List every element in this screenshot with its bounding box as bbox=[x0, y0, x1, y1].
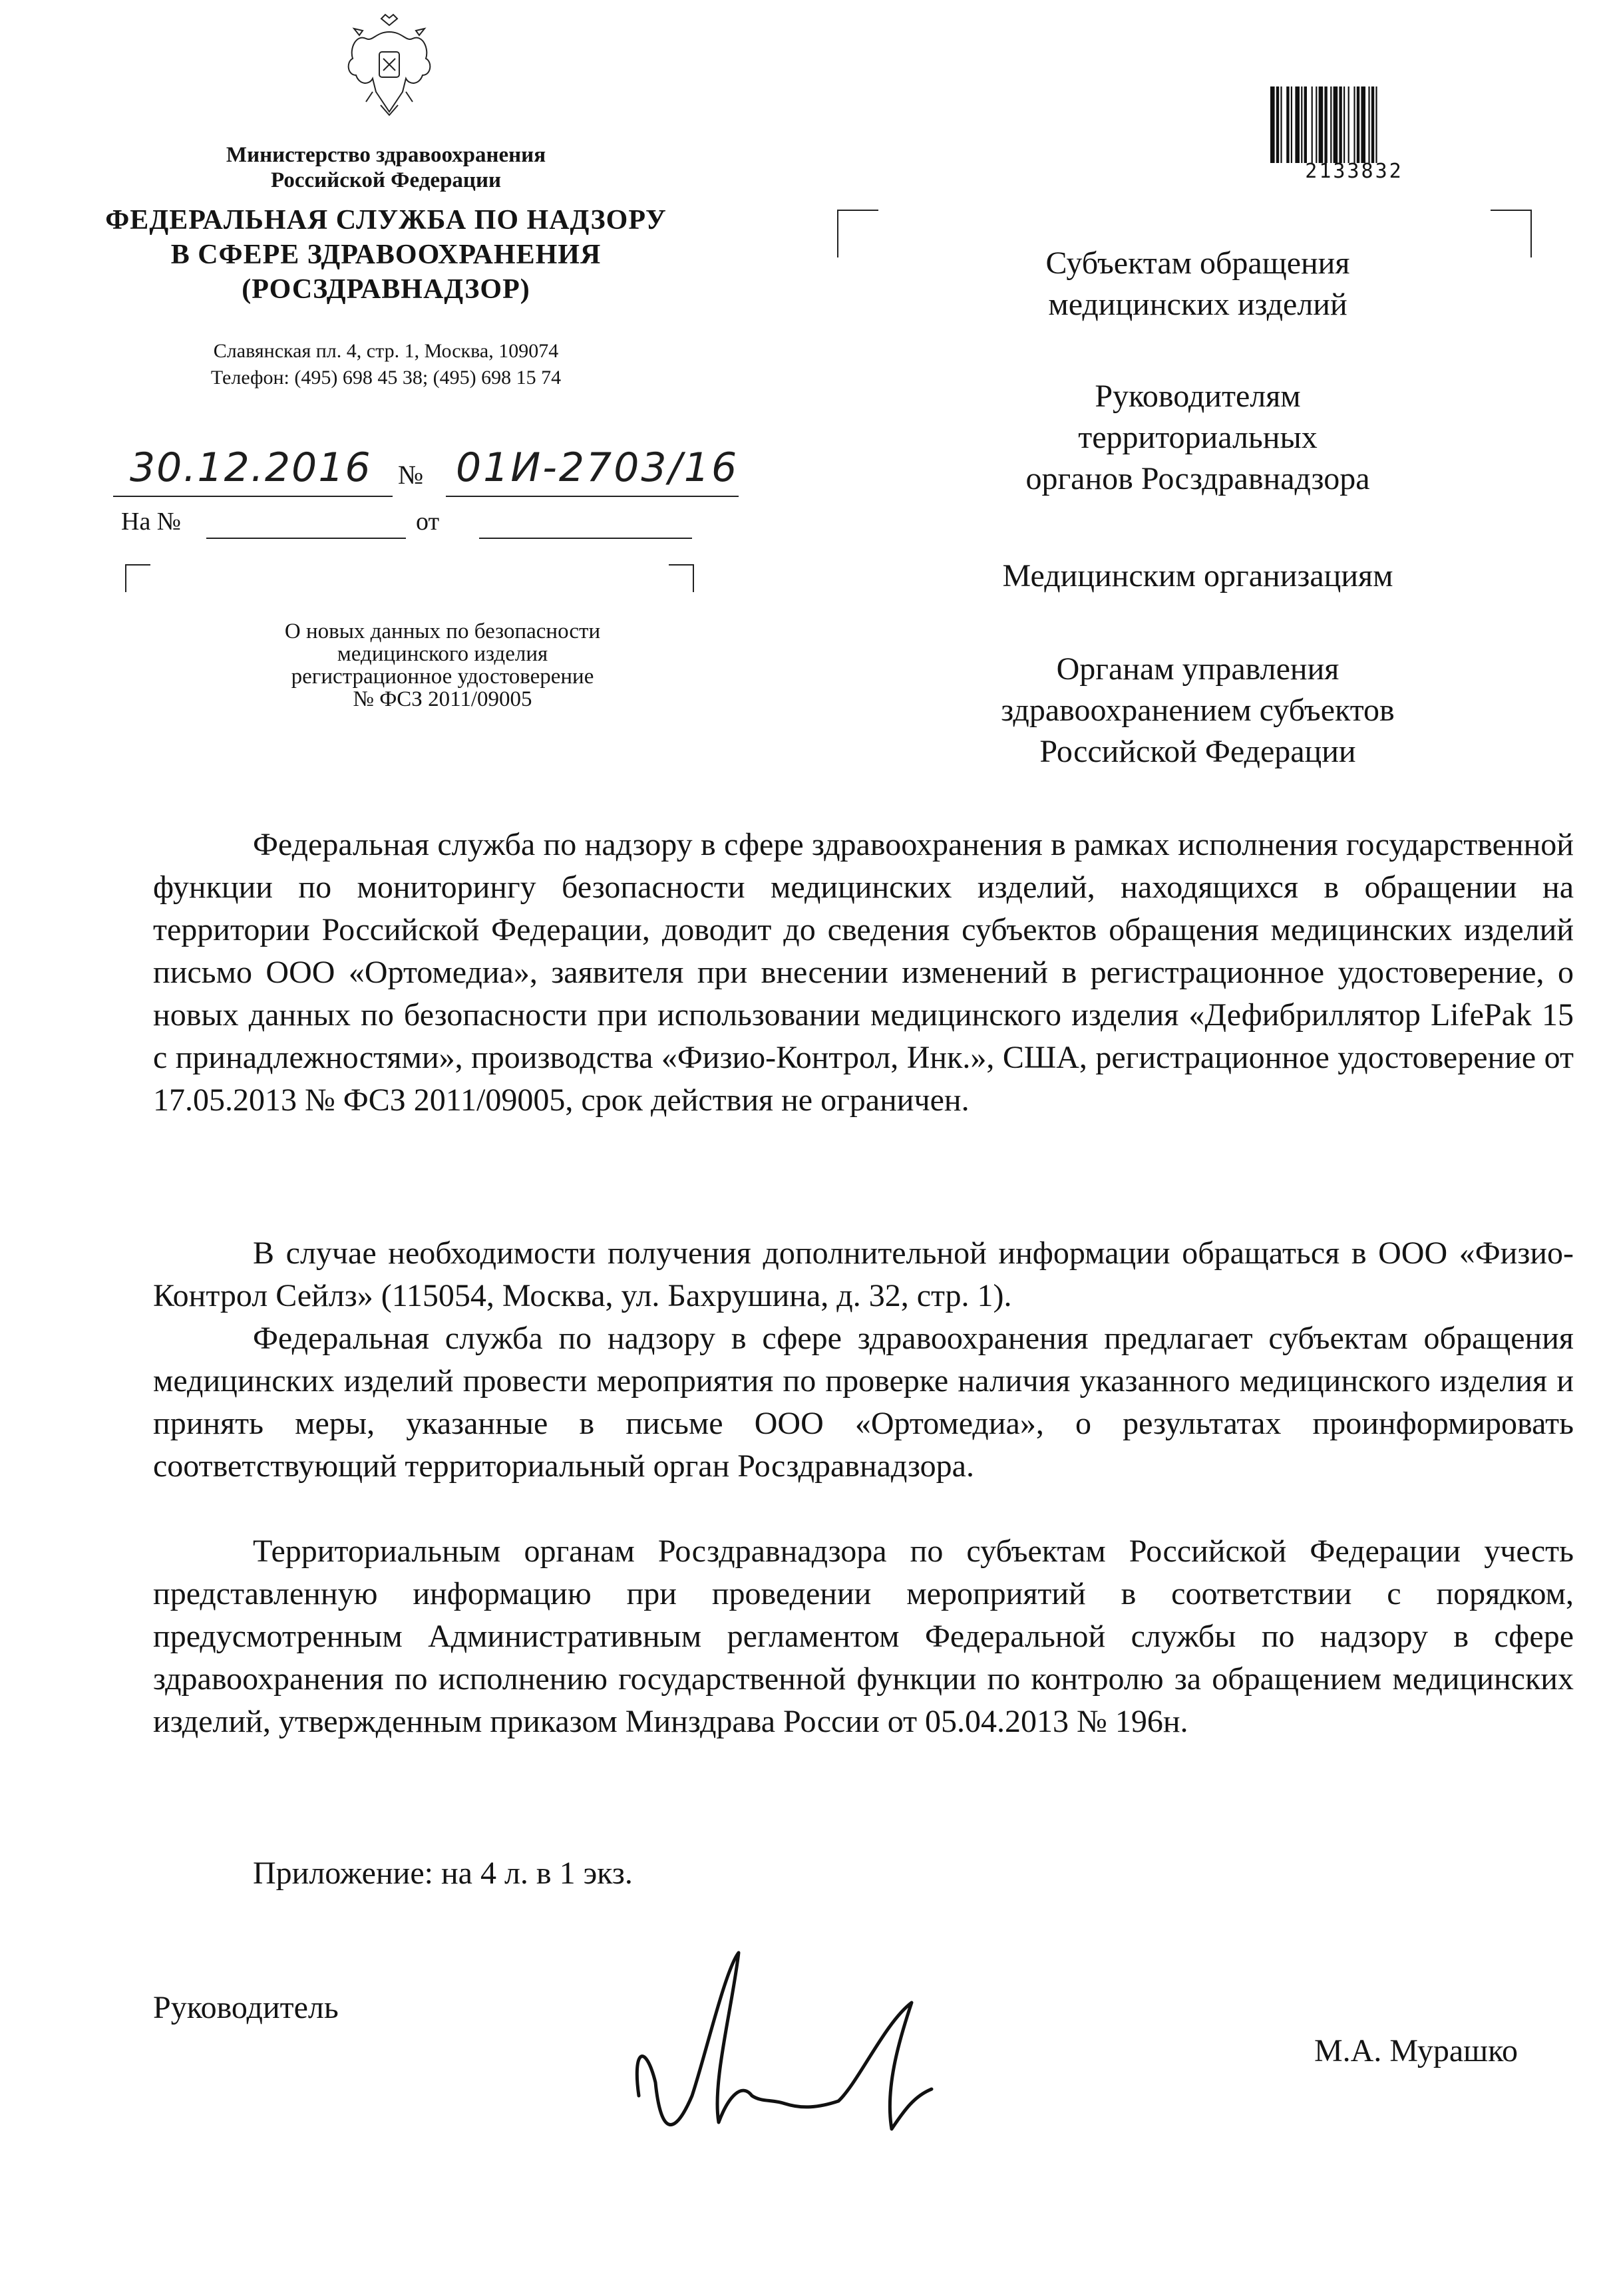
body-paragraph: Федеральная служба по надзору в сфере здравоохранения предлагает субъектам обращения медицинских изделий провести мероприятия по проверке наличия указанного медицинского изделия и принять меры, указанные в письме ООО «Ортомедиа», о результатах проинформировать соответствующий территориальный орган Росздравнадзора. bbox=[153, 1321, 1574, 1484]
registration-number-label: № bbox=[398, 460, 424, 490]
barcode-bar bbox=[1301, 86, 1302, 163]
subject-corner-left bbox=[125, 564, 150, 592]
recipient-line: медицинских изделий bbox=[1048, 287, 1347, 322]
barcode-bar bbox=[1295, 86, 1300, 163]
registration-date: 30.12.2016 bbox=[130, 444, 372, 491]
number-underline bbox=[446, 496, 739, 497]
recipient-line: Российской Федерации bbox=[1039, 734, 1356, 769]
recipient-line: органов Росздравнадзора bbox=[1025, 461, 1370, 496]
coat-of-arms-emblem bbox=[339, 12, 439, 122]
phone-line: Телефон: (495) 698 45 38; (495) 698 15 74 bbox=[210, 367, 562, 389]
service-line: (РОСЗДРАВНАДЗОР) bbox=[242, 274, 530, 305]
registration-number: 01И-2703/16 bbox=[456, 444, 739, 491]
subject-line: медицинского изделия bbox=[337, 642, 548, 666]
service-line: В СФЕРЕ ЗДРАВООХРАНЕНИЯ bbox=[170, 240, 602, 270]
barcode bbox=[1268, 80, 1441, 173]
barcode-bar bbox=[1339, 86, 1341, 163]
subject-line: О новых данных по безопасности bbox=[284, 619, 601, 643]
barcode-bar bbox=[1270, 86, 1275, 163]
barcode-bar bbox=[1312, 86, 1313, 163]
barcode-bar bbox=[1334, 86, 1338, 163]
barcode-bar bbox=[1316, 86, 1317, 163]
barcode-bar bbox=[1291, 86, 1292, 163]
recipient-line: Органам управления bbox=[1056, 651, 1339, 687]
barcode-bar bbox=[1304, 86, 1307, 163]
ministry-name bbox=[153, 142, 619, 193]
reference-number-label: На № bbox=[121, 508, 182, 536]
barcode-number: 2133832 bbox=[1305, 160, 1403, 183]
address-line: Славянская пл. 4, стр. 1, Москва, 109074 bbox=[213, 340, 559, 362]
body-paragraph: Федеральная служба по надзору в сфере здравоохранения в рамках исполнения государственной функции по мониторингу безопасности медицинских изделий, находящихся в обращении на территории Российской Федерации, доводит до сведения субъектов обращения медицинских изделий письмо ООО «Ортомедиа», заявителя при внесении изменений в регистрационное удостоверение, о новых данных по безопасности при использовании медицинского изделия «Дефибриллятор LifePak 15 с принадлежностями», производства «Физио-Контрол, Инк.», США, регистрационное удостоверение от 17.05.2013 № ФСЗ 2011/09005, срок действия не ограничен. bbox=[153, 827, 1574, 1118]
barcode-bar bbox=[1324, 86, 1327, 163]
recipient-block bbox=[865, 376, 1530, 500]
barcode-bar bbox=[1319, 86, 1324, 163]
recipient-block bbox=[865, 556, 1530, 597]
barcode-bar bbox=[1368, 86, 1369, 163]
service-name bbox=[87, 203, 685, 307]
subject-line: № ФСЗ 2011/09005 bbox=[353, 687, 532, 711]
barcode-bar bbox=[1348, 86, 1349, 163]
subject-corner-right bbox=[669, 564, 694, 592]
attachment-note: Приложение: на 4 л. в 1 экз. bbox=[253, 1856, 633, 1891]
ministry-line: Министерство здравоохранения bbox=[226, 143, 546, 167]
body-paragraph: В случае необходимости получения дополнительной информации обращаться в ООО «Физио-Контрол Сейлз» (115054, Москва, ул. Бахрушина, д. 32, стр. 1). bbox=[153, 1235, 1574, 1313]
barcode-bar bbox=[1343, 86, 1345, 163]
barcode-bar bbox=[1357, 86, 1359, 163]
recipient-line: здравоохранением субъектов bbox=[1001, 693, 1395, 728]
reference-number-line bbox=[206, 538, 406, 539]
date-underline bbox=[113, 496, 393, 497]
reference-date-label: от bbox=[416, 508, 440, 536]
recipient-block bbox=[865, 649, 1530, 772]
handwritten-signature bbox=[619, 1929, 965, 2169]
signer-position: Руководитель bbox=[153, 1990, 339, 2025]
service-line: ФЕДЕРАЛЬНАЯ СЛУЖБА ПО НАДЗОРУ bbox=[105, 205, 667, 236]
barcode-bar bbox=[1276, 86, 1279, 163]
barcode-bar bbox=[1375, 86, 1377, 163]
body-paragraph: Территориальным органам Росздравнадзора по субъектам Российской Федерации учесть представленную информацию при проведении мероприятий в соответствии с порядком, предусмотренным Административным регламентом Федеральной службы по надзору в сфере здравоохранения по исполнению государственной функции по контролю за обращением медицинских изделий, утвержденным приказом Минздрава России от 05.04.2013 № 196н. bbox=[153, 1534, 1574, 1739]
barcode-bar bbox=[1371, 86, 1374, 163]
recipient-line: территориальных bbox=[1078, 420, 1318, 455]
letter-subject bbox=[226, 620, 659, 711]
subject-line: регистрационное удостоверение bbox=[291, 665, 594, 689]
barcode-bar bbox=[1286, 86, 1289, 163]
signer-name: М.А. Мурашко bbox=[1314, 2033, 1518, 2068]
service-address bbox=[106, 338, 665, 391]
recipient-line: Руководителям bbox=[1095, 379, 1301, 414]
barcode-bar bbox=[1361, 86, 1365, 163]
barcode-bar bbox=[1353, 86, 1355, 163]
ministry-line: Российской Федерации bbox=[271, 168, 501, 192]
recipient-block bbox=[865, 243, 1530, 325]
barcode-bar bbox=[1330, 86, 1332, 163]
recipient-line: Медицинским организациям bbox=[1002, 558, 1393, 593]
barcode-bar bbox=[1280, 86, 1282, 163]
reference-date-line bbox=[479, 538, 692, 539]
recipient-line: Субъектам обращения bbox=[1045, 246, 1350, 281]
